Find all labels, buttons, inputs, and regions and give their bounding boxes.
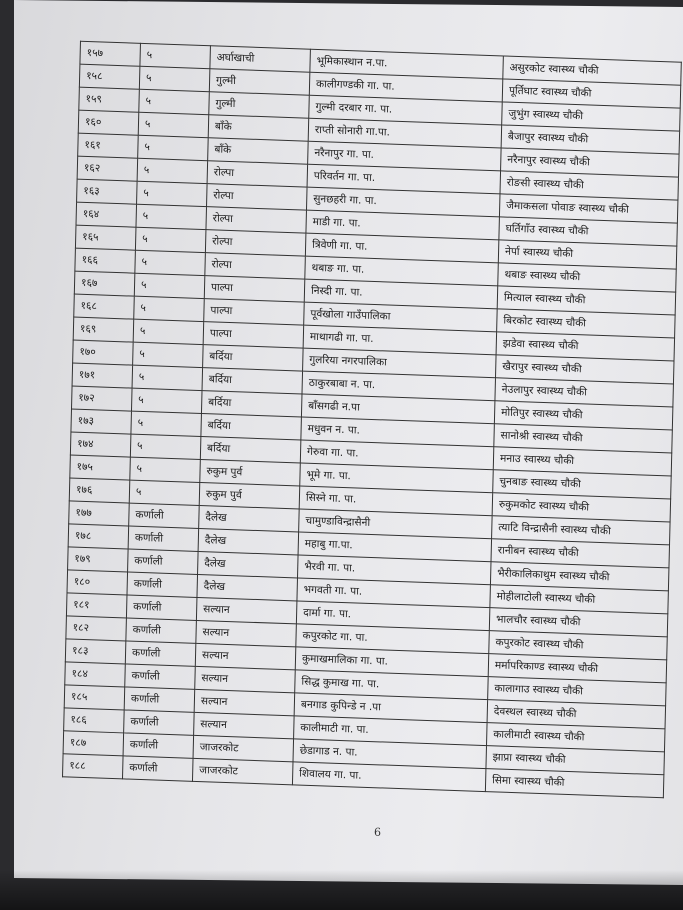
palika-cell: बनगाड कुपिन्डे न .पा [294, 693, 488, 723]
health-post-cell: झडेवा स्वास्थ्य चौकी [496, 332, 675, 361]
serial-number-cell: १५७ [80, 41, 141, 66]
serial-number-cell: १७६ [69, 478, 130, 503]
district-cell: बाँके [208, 115, 309, 141]
palika-cell: परिवर्तन गा. पा. [307, 164, 501, 194]
table-body [63, 41, 682, 798]
district-cell: दैलेख [198, 551, 299, 577]
health-post-cell: बैजापुर स्वास्थ्य चौकी [501, 125, 680, 154]
palika-cell: माडी गा. पा. [306, 210, 500, 240]
palika-cell: सिस्ने गा. पा. [299, 486, 493, 516]
page-number: 6 [374, 825, 381, 839]
serial-number-cell: १६४ [76, 202, 137, 227]
province-cell: ५ [133, 319, 204, 344]
palika-cell: नरैनापुर गा. पा. [308, 141, 502, 171]
province-cell: ५ [132, 365, 203, 390]
district-cell: दैलेख [197, 574, 298, 600]
health-post-cell: सिमा स्वास्थ्य चौकी [485, 769, 664, 798]
health-post-cell: कालीमाटी स्वास्थ्य चौकी [487, 723, 666, 752]
district-cell: बर्दिया [201, 414, 302, 440]
serial-number-cell: १८० [67, 570, 128, 595]
province-cell: ५ [131, 411, 202, 436]
serial-number-cell: १६५ [75, 225, 136, 250]
district-cell: रोल्पा [207, 161, 308, 187]
serial-number-cell: १७८ [68, 524, 129, 549]
health-post-cell: थबाङ स्वास्थ्य चौकी [498, 263, 677, 292]
province-cell: ५ [139, 66, 210, 91]
health-post-cell: नरैनापुर स्वास्थ्य चौकी [501, 148, 680, 177]
district-cell: गुल्मी [209, 69, 310, 95]
serial-number-cell: १८४ [65, 662, 126, 687]
palika-cell: कुमाखमालिका गा. पा. [295, 647, 489, 677]
province-cell: कर्णाली [129, 503, 200, 528]
district-cell: पाल्पा [204, 299, 305, 325]
district-cell: रुकुम पुर्व [199, 483, 300, 509]
palika-cell: भूमे गा. पा. [300, 463, 494, 493]
health-post-cell: पूर्तिघाट स्वास्थ्य चौकी [502, 79, 681, 108]
health-post-cell: जुभुंग स्वास्थ्य चौकी [502, 102, 681, 131]
palika-cell: भैरवी गा. पा. [297, 555, 491, 585]
district-cell: जाजरकोट [193, 735, 294, 761]
district-cell: रोल्पा [205, 230, 306, 256]
province-cell: ५ [138, 112, 209, 137]
district-cell: दैलेख [199, 505, 300, 531]
health-post-cell: मित्याल स्वास्थ्य चौकी [497, 286, 676, 315]
serial-number-cell: १७१ [72, 363, 133, 388]
palika-cell: भगवती गा. पा. [297, 578, 491, 608]
province-cell: ५ [129, 480, 200, 505]
serial-number-cell: १८२ [66, 616, 127, 641]
district-cell: पाल्पा [203, 322, 304, 348]
province-cell: ५ [133, 342, 204, 367]
health-post-table [62, 41, 682, 799]
province-cell: कर्णाली [128, 549, 199, 574]
province-cell: ५ [131, 388, 202, 413]
health-post-cell: मर्मापरिकाण्ड स्वास्थ्य चौकी [488, 654, 667, 683]
palika-cell: छेडागाड न. पा. [293, 739, 487, 769]
province-cell: ५ [140, 43, 211, 68]
palika-cell: पूर्वखोला गाउँपालिका [304, 302, 498, 332]
province-cell: ५ [134, 296, 205, 321]
serial-number-cell: १६६ [75, 248, 136, 273]
province-cell: ५ [130, 457, 201, 482]
province-cell: कर्णाली [126, 595, 197, 620]
serial-number-cell: १७० [73, 340, 134, 365]
province-cell: ५ [134, 273, 205, 298]
palika-cell: गेरुवा गा. पा. [300, 440, 494, 470]
health-post-cell: नेउलापुर स्वास्थ्य चौकी [495, 378, 674, 407]
district-cell: बर्दिया [200, 437, 301, 463]
palika-cell: कालीगण्डकी गा. पा. [309, 72, 503, 102]
province-cell: कर्णाली [122, 756, 193, 781]
health-post-cell: कालागाउ स्वास्थ्य चौकी [488, 677, 667, 706]
province-cell: कर्णाली [123, 733, 194, 758]
serial-number-cell: १८८ [63, 754, 124, 779]
serial-number-cell: १७२ [71, 386, 132, 411]
palika-cell: महाबु गा.पा. [298, 532, 492, 562]
district-cell: सल्यान [196, 620, 297, 646]
health-post-cell: देवस्थल स्वास्थ्य चौकी [487, 700, 666, 729]
district-cell: बर्दिया [201, 391, 302, 417]
district-cell: सल्यान [194, 712, 295, 738]
health-post-cell: मोहीलाटोली स्वास्थ्य चौकी [490, 585, 669, 614]
serial-number-cell: १८३ [65, 639, 126, 664]
health-post-cell: रुकुमकोट स्वास्थ्य चौकी [492, 493, 671, 522]
district-cell: बर्दिया [203, 345, 304, 371]
health-post-cell: रानीबन स्वास्थ्य चौकी [491, 539, 670, 568]
district-cell: सल्यान [195, 666, 296, 692]
palika-cell: थबाङ गा. पा. [305, 256, 499, 286]
district-cell: दैलेख [198, 528, 299, 554]
palika-cell: मधुवन न. पा. [301, 417, 495, 447]
health-post-cell: त्याटि विन्द्रासैनी स्वास्थ्य चौकी [492, 516, 671, 545]
health-post-cell: खैरापुर स्वास्थ्य चौकी [495, 355, 674, 384]
palika-cell: सिद्ध कुमाख गा. पा. [295, 670, 489, 700]
province-cell: ५ [136, 204, 207, 229]
health-post-cell: भैरीकालिकाथुम स्वास्थ्य चौकी [490, 562, 669, 591]
palika-cell: माथागढी गा. पा. [303, 325, 497, 355]
district-cell: जाजरकोट [192, 758, 293, 784]
serial-number-cell: १५९ [79, 87, 140, 112]
health-post-cell: घर्तिगाँउ स्वास्थ्य चौकी [499, 217, 678, 246]
palika-cell: ठाकुरबाबा न. पा. [302, 371, 496, 401]
province-cell: ५ [137, 158, 208, 183]
health-post-cell: कपुरकोट स्वास्थ्य चौकी [489, 631, 668, 660]
province-cell: ५ [138, 135, 209, 160]
province-cell: ५ [137, 181, 208, 206]
serial-number-cell: १८७ [63, 731, 124, 756]
province-cell: ५ [135, 227, 206, 252]
health-post-cell: असुरकोट स्वास्थ्य चौकी [503, 56, 682, 85]
serial-number-cell: १६८ [74, 294, 135, 319]
serial-number-cell: १७३ [71, 409, 132, 434]
health-post-cell: मोतिपुर स्वास्थ्य चौकी [494, 401, 673, 430]
palika-cell: राप्ती सोनारी गा.पा. [308, 118, 502, 148]
serial-number-cell: १७९ [68, 547, 129, 572]
palika-cell: त्रिवेणी गा. पा. [305, 233, 499, 263]
district-cell: बाँके [208, 138, 309, 164]
palika-cell: सुनछहरी गा. पा. [306, 187, 500, 217]
serial-number-cell: १६० [78, 110, 139, 135]
health-post-cell: नेर्पा स्वास्थ्य चौकी [498, 240, 677, 269]
palika-cell: भूमिकास्थान न.पा. [310, 49, 504, 79]
district-cell: रोल्पा [205, 253, 306, 279]
serial-number-cell: १८६ [64, 708, 125, 733]
district-cell: सल्यान [194, 689, 295, 715]
serial-number-cell: १६२ [77, 156, 138, 181]
province-cell: कर्णाली [127, 572, 198, 597]
district-cell: अर्घाखाची [210, 46, 311, 72]
palika-cell: शिवालय गा. पा. [292, 762, 486, 792]
serial-number-cell: १६७ [74, 271, 135, 296]
serial-number-cell: १८१ [66, 593, 127, 618]
health-post-cell: झाप्रा स्वास्थ्य चौकी [486, 746, 665, 775]
serial-number-cell: १६९ [73, 317, 134, 342]
district-cell: रुकुम पुर्व [200, 460, 301, 486]
palika-cell: कालीमाटी गा. पा. [294, 716, 488, 746]
serial-number-cell: १६३ [77, 179, 138, 204]
serial-number-cell: १६१ [78, 133, 139, 158]
district-cell: सल्यान [196, 597, 297, 623]
palika-cell: बाँसगढी न.पा [301, 394, 495, 424]
province-cell: ५ [139, 89, 210, 114]
province-cell: कर्णाली [124, 687, 195, 712]
district-cell: गुल्मी [209, 92, 310, 118]
province-cell: कर्णाली [125, 641, 196, 666]
palika-cell: गुलरिया नगरपालिका [303, 348, 497, 378]
district-cell: पाल्पा [204, 276, 305, 302]
palika-cell: दार्मा गा. पा. [296, 601, 490, 631]
district-cell: सल्यान [195, 643, 296, 669]
health-post-cell: भालचौर स्वास्थ्य चौकी [489, 608, 668, 637]
health-post-cell: चुनबाङ स्वास्थ्य चौकी [493, 470, 672, 499]
health-post-cell: बिरकोट स्वास्थ्य चौकी [497, 309, 676, 338]
district-cell: रोल्पा [207, 184, 308, 210]
province-cell: कर्णाली [128, 526, 199, 551]
palika-cell: गुल्मी दरबार गा. पा. [309, 95, 503, 125]
palika-cell: निस्दी गा. पा. [304, 279, 498, 309]
health-post-cell: रोङसी स्वास्थ्य चौकी [500, 171, 679, 200]
document-page [14, 0, 683, 885]
serial-number-cell: १५८ [79, 64, 140, 89]
palika-cell: कपुरकोट गा. पा. [296, 624, 490, 654]
photo-shadow [0, 870, 683, 910]
province-cell: कर्णाली [126, 618, 197, 643]
district-cell: बर्दिया [202, 368, 303, 394]
health-post-cell: मनाउ स्वास्थ्य चौकी [493, 447, 672, 476]
province-cell: कर्णाली [125, 664, 196, 689]
serial-number-cell: १७७ [69, 501, 130, 526]
palika-cell: चामुण्डाविन्द्रासैनी [299, 509, 493, 539]
province-cell: ५ [130, 434, 201, 459]
serial-number-cell: १८५ [64, 685, 125, 710]
province-cell: कर्णाली [124, 710, 195, 735]
province-cell: ५ [135, 250, 206, 275]
serial-number-cell: १७५ [70, 455, 131, 480]
district-cell: रोल्पा [206, 207, 307, 233]
health-post-cell: सानोश्री स्वास्थ्य चौकी [494, 424, 673, 453]
serial-number-cell: १७४ [70, 432, 131, 457]
health-post-cell: जैमाकसला पोवाङ स्वास्थ्य चौकी [499, 194, 678, 223]
